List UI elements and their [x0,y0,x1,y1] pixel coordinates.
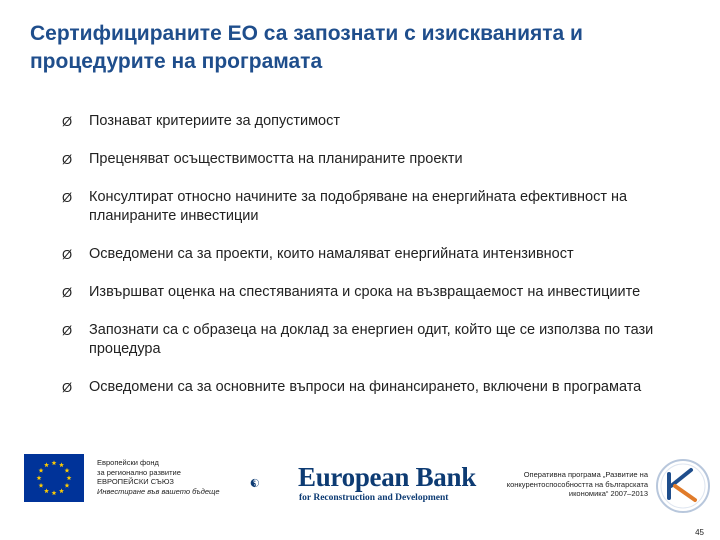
bullet-text: Осведомени са за проекти, които намаляват енергийната интензивност [89,246,574,262]
bullet-list [62,112,662,397]
eu-flag-icon [24,454,84,502]
arrow-bullet-icon: Ø [62,323,73,338]
ebrd-subtitle: for Reconstruction and Development [299,493,449,503]
bullet-item [62,188,662,226]
eu-fund-line: Европейски фонд [97,458,159,467]
arrow-bullet-icon: Ø [62,247,73,262]
arrow-bullet-icon: Ø [62,380,73,395]
arrow-bullet-icon: Ø [62,190,73,205]
bullet-item [62,112,662,131]
slide-title: Сертифицираните ЕО са запознати с изискванията и процедурите на програмата [30,22,583,73]
op-line: икономика“ 2007–2013 [568,489,648,498]
arrow-bullet-icon: Ø [62,152,73,167]
eu-slogan: Инвестиране във вашето бъдеще [97,486,220,496]
bullet-text: Осведомени са за основните въпроси на финансирането, включени в програмата [89,379,642,395]
bullet-text: Консултират относно начините за подобряване на енергийната ефективност на планираните инвестиции [89,189,628,224]
ebrd-logo-icon [250,462,298,504]
bullet-item [62,321,662,359]
eu-union-line: ЕВРОПЕЙСКИ СЪЮЗ [97,477,174,486]
op-competitiveness-logo-icon [655,458,711,514]
arrow-bullet-icon: Ø [62,114,73,129]
bullet-item [62,245,662,264]
bullet-item [62,378,662,397]
eu-fund-text [97,458,237,496]
op-line: Оперативна програма „Развитие на [523,470,648,479]
bullet-text: Запознати са с образеца на доклад за енергиен одит, който ще се използва по тази процедура [89,322,654,357]
eu-fund-line: за регионално развитие [97,467,181,477]
bullet-text: Извършват оценка на спестяванията и срока на възвращаемост на инвестициите [89,284,641,300]
operational-programme-text [488,470,648,499]
ebrd-name: European Bank [298,462,476,492]
bullet-text: Познават критериите за допустимост [89,113,341,129]
op-line: конкурентоспособността на българската [506,479,648,489]
bullet-item [62,150,662,169]
bullet-text: Преценяват осъществимостта на планираните проекти [89,151,463,167]
footer [0,450,720,540]
page-number: 45 [695,528,704,537]
bullet-item [62,283,662,302]
arrow-bullet-icon: Ø [62,285,73,300]
